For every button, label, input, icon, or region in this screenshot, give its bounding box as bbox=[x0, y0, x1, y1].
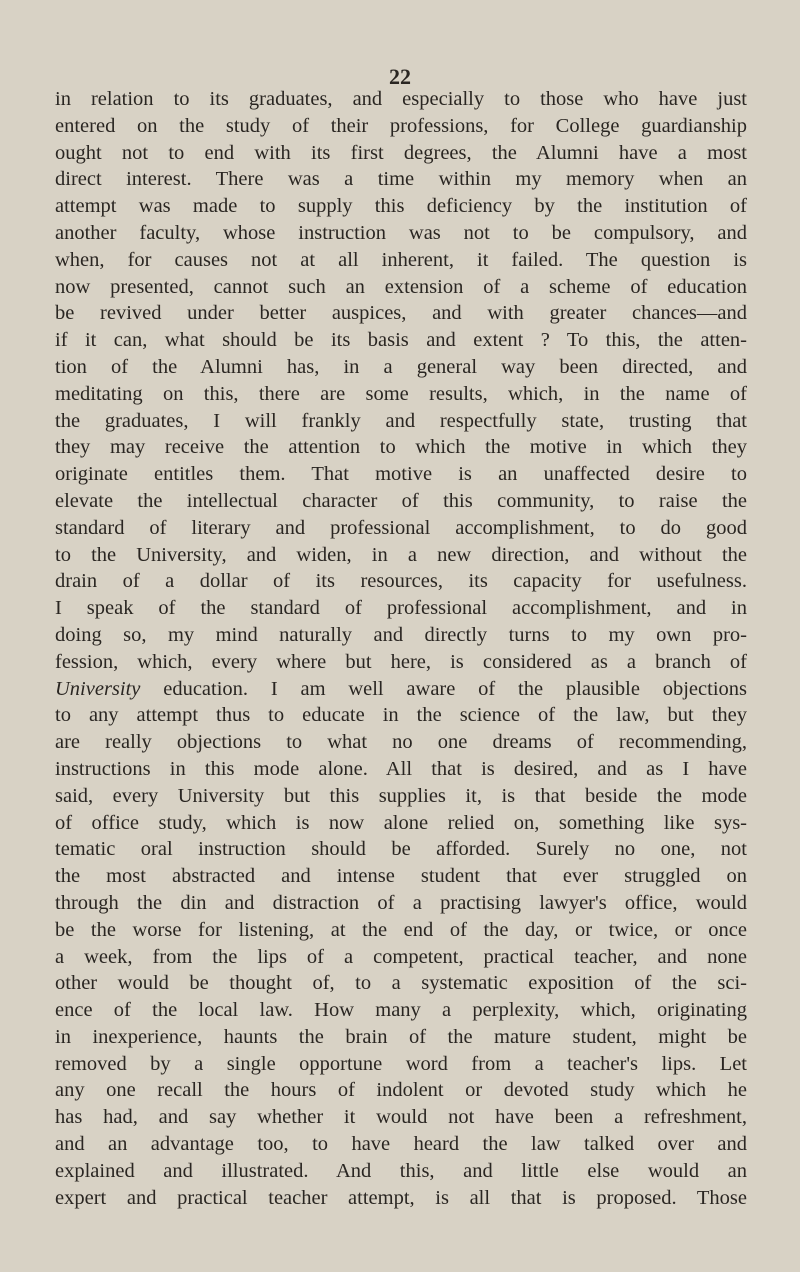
text-line: meditating on this, there are some results, which, in the name of bbox=[55, 382, 747, 405]
text-line: University education. I am well aware of the plausible objections bbox=[55, 677, 747, 700]
text-line: ence of the local law. How many a perplexity, which, originating bbox=[55, 999, 747, 1022]
text-line: to the University, and widen, in a new direction, and without the bbox=[55, 543, 747, 566]
text-line: any one recall the hours of indolent or devoted study which he bbox=[55, 1079, 747, 1102]
text-line: tion of the Alumni has, in a general way been directed, and bbox=[55, 355, 747, 378]
text-line: other would be thought of, to a systematic exposition of the sci- bbox=[55, 972, 747, 995]
text-line: drain of a dollar of its resources, its capacity for usefulness. bbox=[55, 570, 747, 593]
text-line: through the din and distraction of a practising lawyer's office, would bbox=[55, 891, 747, 914]
text-line: explained and illustrated. And this, and little else would an bbox=[55, 1159, 747, 1182]
text-line: a week, from the lips of a competent, practical teacher, and none bbox=[55, 945, 747, 968]
body-text bbox=[55, 86, 747, 1211]
text-line: another faculty, whose instruction was not to be compulsory, and bbox=[55, 221, 747, 244]
emphasis: University bbox=[55, 677, 141, 700]
text-line: of office study, which is now alone relied on, something like sys- bbox=[55, 811, 747, 834]
text-line: instructions in this mode alone. All that is desired, and as I have bbox=[55, 757, 747, 780]
page-number: 22 bbox=[389, 64, 411, 89]
text-line: said, every University but this supplies it, is that beside the mode bbox=[55, 784, 747, 807]
text-line: be revived under better auspices, and with greater chances—and bbox=[55, 302, 747, 325]
text-line: doing so, my mind naturally and directly turns to my own pro- bbox=[55, 623, 747, 646]
text-line: tematic oral instruction should be afforded. Surely no one, not bbox=[55, 838, 747, 861]
text-line: entered on the study of their professions, for College guardianship bbox=[55, 114, 747, 137]
text-line: standard of literary and professional accomplishment, to do good bbox=[55, 516, 747, 539]
text-line: I speak of the standard of professional accomplishment, and in bbox=[55, 597, 747, 620]
text-line: now presented, cannot such an extension of a scheme of education bbox=[55, 275, 747, 298]
text-line: direct interest. There was a time within my memory when an bbox=[55, 168, 747, 191]
text-line: has had, and say whether it would not have been a refreshment, bbox=[55, 1106, 747, 1129]
text-line: fession, which, every where but here, is considered as a branch of bbox=[55, 650, 747, 673]
text-line: originate entitles them. That motive is an unaffected desire to bbox=[55, 463, 747, 486]
text-line: the most abstracted and intense student that ever struggled on bbox=[55, 865, 747, 888]
text-line: when, for causes not at all inherent, it failed. The question is bbox=[55, 248, 747, 271]
text-line: they may receive the attention to which the motive in which they bbox=[55, 436, 747, 459]
text-line: be the worse for listening, at the end of the day, or twice, or once bbox=[55, 918, 747, 941]
text-line: ought not to end with its first degrees, the Alumni have a most bbox=[55, 141, 747, 164]
text-line: elevate the intellectual character of this community, to raise the bbox=[55, 489, 747, 512]
text-line: in relation to its graduates, and especially to those who have just bbox=[55, 88, 747, 110]
text-line: and an advantage too, to have heard the law talked over and bbox=[55, 1133, 747, 1156]
text-line: attempt was made to supply this deficiency by the institution of bbox=[55, 195, 747, 218]
text-line: if it can, what should be its basis and extent ? To this, the atten- bbox=[55, 329, 747, 352]
text-line: to any attempt thus to educate in the science of the law, but they bbox=[55, 704, 747, 727]
text-line: in inexperience, haunts the brain of the mature student, might be bbox=[55, 1025, 747, 1048]
text-line: the graduates, I will frankly and respectfully state, trusting that bbox=[55, 409, 747, 432]
text-line: expert and practical teacher attempt, is all that is proposed. Those bbox=[55, 1186, 747, 1209]
text-line: removed by a single opportune word from a teacher's lips. Let bbox=[55, 1052, 747, 1075]
text-line: are really objections to what no one dreams of recommending, bbox=[55, 731, 747, 754]
